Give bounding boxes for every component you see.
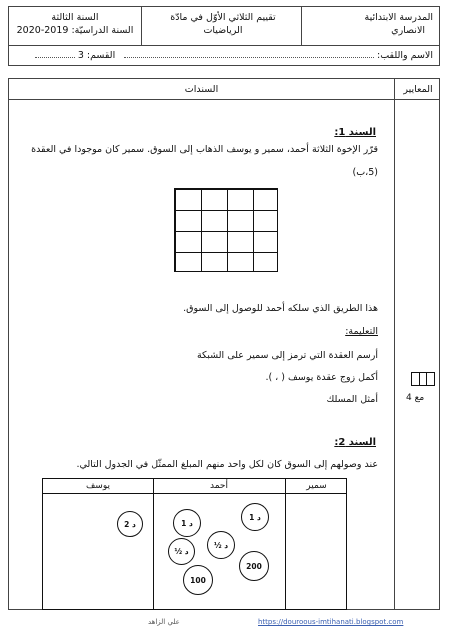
school-year: السنة الدراسيّة: 2019-2020 xyxy=(16,25,134,36)
criteria-header: المعايير xyxy=(403,84,433,95)
coin-1-dinar: 1 د xyxy=(241,503,269,531)
name-blank[interactable] xyxy=(124,57,374,58)
column-header-ahmed: أحمد xyxy=(210,481,228,491)
section1-text: قرّر الإخوة الثلاثة أحمد، سمير و يوسف الذهاب إلى السوق. سمير كان موجودا في العقدة xyxy=(31,144,378,155)
column-divider xyxy=(153,479,154,609)
score-box[interactable] xyxy=(427,373,434,385)
supports-header: السندات xyxy=(184,84,219,95)
score-box[interactable] xyxy=(420,373,428,385)
instruction-item-2: أكمل زوج عقدة يوسف ( ، ). xyxy=(265,372,378,383)
ahmed-path-text: هذا الطريق الذي سلكه أحمد للوصول إلى السوق. xyxy=(183,303,378,314)
instruction-item-3: أمثل المسلك xyxy=(326,394,378,405)
header-divider xyxy=(9,45,439,46)
column-header-samir: سمير xyxy=(306,481,327,491)
school-location: الانصاري xyxy=(391,25,425,36)
money-table xyxy=(42,478,347,610)
coin-half-dinar: ½ د xyxy=(207,531,235,559)
coin-2-dinar: 2 د xyxy=(117,511,143,537)
class-field[interactable] xyxy=(13,49,137,62)
table-header-line xyxy=(43,493,346,494)
class-label: القسم: 3 xyxy=(77,50,116,61)
criteria-label: مع 4 xyxy=(406,393,425,403)
column-divider xyxy=(285,479,286,609)
exam-subject: الرياضيات xyxy=(203,25,243,36)
instruction-label: التعليمة: xyxy=(345,326,378,337)
column-header-youssef: يوسف xyxy=(85,481,110,491)
name-label: الاسم واللقب: xyxy=(377,50,433,61)
coin-half-dinar: ½ د xyxy=(168,538,195,565)
author-credit: علي الزاهد xyxy=(148,618,180,626)
coordinate-grid[interactable] xyxy=(174,188,278,272)
exam-header xyxy=(8,6,440,66)
name-field[interactable] xyxy=(124,49,433,62)
coin-200-millimes: 200 xyxy=(239,551,269,581)
class-blank[interactable] xyxy=(35,57,75,58)
criteria-score-boxes[interactable] xyxy=(411,372,435,386)
table-header-divider xyxy=(9,99,439,100)
section1-node: (5،ب) xyxy=(352,167,378,178)
website-link[interactable]: https://douroous-imtihanati.blogspot.com xyxy=(258,618,404,626)
section2-title: السند 2: xyxy=(334,437,376,448)
section2-text: عند وصولهم إلى السوق كان لكل واحد منهم المبلغ الممثّل في الجدول التالي. xyxy=(76,459,378,470)
exam-title: تقييم الثلاثي الأوّل في مادّة xyxy=(170,12,276,23)
coin-1-dinar: 1 د xyxy=(173,509,201,537)
instruction-item-1: أرسم العقدة التي ترمز إلى سمير على الشبكة xyxy=(196,350,378,361)
school-name: المدرسة الابتدائية xyxy=(364,12,433,23)
score-box[interactable] xyxy=(412,373,420,385)
coin-100-millimes: 100 xyxy=(183,565,213,595)
section1-title: السند 1: xyxy=(334,127,376,138)
criteria-column-divider xyxy=(394,79,395,609)
grade-level: السنة الثالثة xyxy=(51,12,99,23)
